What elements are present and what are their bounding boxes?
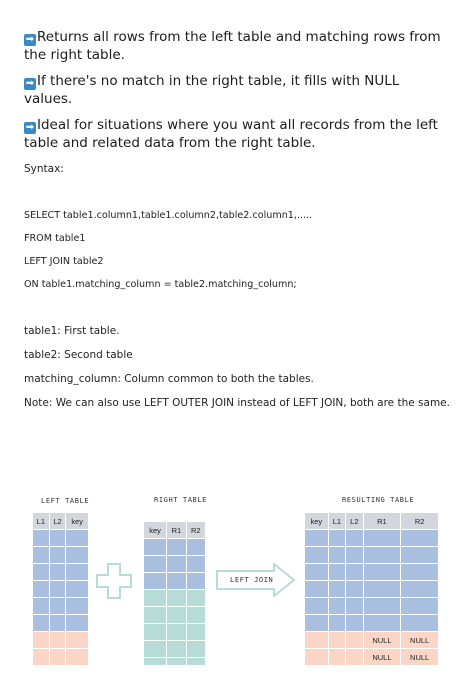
left-table-title: LEFT TABLE <box>41 497 90 505</box>
null-cell: NULL <box>363 632 401 649</box>
syntax-label: Syntax: <box>24 163 64 175</box>
code-line-join: LEFT JOIN table2 <box>24 256 104 267</box>
bullet-3: ➡ Ideal for situations where you want all records from the left table and related data from the right table. <box>24 117 438 151</box>
null-cell: NULL <box>401 632 439 649</box>
note-table1: table1: First table. <box>24 325 120 337</box>
code-line-select: SELECT table1.column1,table1.column2,table2.column1,..... <box>24 210 313 221</box>
note-left-outer-join: Note: We can also use LEFT OUTER JOIN instead of LEFT JOIN, both are the same. <box>24 397 450 409</box>
note-matching-column: matching_column: Column common to both the tables. <box>24 373 314 385</box>
code-line-from: FROM table1 <box>24 233 86 244</box>
result-header-key: key <box>305 513 329 530</box>
right-header-r1: R1 <box>167 522 186 539</box>
result-header-l1: L1 <box>328 513 345 530</box>
right-arrow-icon: ➡ <box>25 122 35 133</box>
right-arrow-icon: ➡ <box>25 78 35 89</box>
right-header-key: key <box>144 522 167 539</box>
result-header-r2: R2 <box>401 513 439 530</box>
right-header-r2: R2 <box>186 522 205 539</box>
left-header-key: key <box>66 513 89 530</box>
left-header-l1: L1 <box>33 513 50 530</box>
result-header-l2: L2 <box>346 513 363 530</box>
left-join-label: LEFT JOIN <box>230 576 274 584</box>
resulting-table <box>304 512 439 666</box>
left-header-l2: L2 <box>49 513 66 530</box>
bullet-1: ➡ Returns all rows from the left table and matching rows from the right table. <box>24 29 441 63</box>
plus-icon <box>96 563 132 599</box>
code-line-on: ON table1.matching_column = table2.matching_column; <box>24 279 297 290</box>
result-header-r1: R1 <box>363 513 401 530</box>
resulting-table-title: RESULTING TABLE <box>342 496 415 504</box>
right-table-title: RIGHT TABLE <box>154 496 207 504</box>
bullet-2: ➡ If there's no match in the right table, it fills with NULL values. <box>24 73 400 107</box>
right-table <box>143 521 206 666</box>
intro-bullets <box>24 28 444 160</box>
note-table2: table2: Second table <box>24 349 133 361</box>
right-arrow-icon: ➡ <box>25 34 35 45</box>
null-cell: NULL <box>363 649 401 666</box>
null-cell: NULL <box>401 649 439 666</box>
left-table <box>32 512 89 666</box>
